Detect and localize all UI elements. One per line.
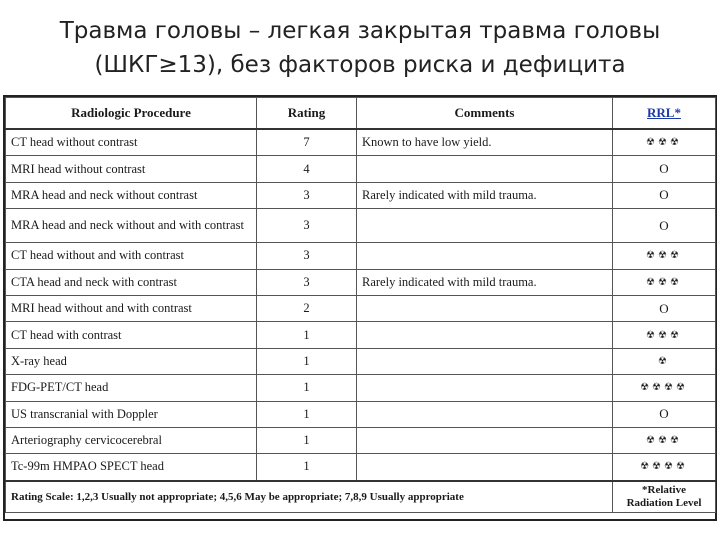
rating-scale <box>6 481 613 513</box>
relative-line-2: Radiation Level <box>626 496 702 509</box>
rating-cell: 1 <box>257 348 357 374</box>
relative-radiation-level <box>613 481 716 513</box>
rating-scale-text: 1,2,3 Usually not appropriate; 4,5,6 May be appropriate; 7,8,9 Usually appropriate <box>76 490 464 503</box>
procedure-cell: Arteriography cervicocerebral <box>6 427 257 453</box>
header-rrl <box>613 98 716 130</box>
rating-cell: 3 <box>257 182 357 208</box>
header-comments: Comments <box>357 98 613 130</box>
table-row <box>6 209 716 243</box>
rating-cell: 1 <box>257 401 357 427</box>
rrl-cell: ☢☢☢☢ <box>613 454 716 481</box>
title-line-1: Травма головы – легкая закрытая травма головы <box>59 18 661 44</box>
rating-cell: 7 <box>257 129 357 156</box>
table-header-row <box>6 98 716 130</box>
slide-title <box>0 14 720 82</box>
rating-cell: 3 <box>257 209 357 243</box>
procedure-cell: MRI head without contrast <box>6 156 257 182</box>
rrl-cell: O <box>613 182 716 208</box>
rrl-cell: O <box>613 401 716 427</box>
comment-cell <box>357 348 613 374</box>
table-row <box>6 454 716 481</box>
procedure-cell: MRI head without and with contrast <box>6 295 257 321</box>
rating-cell: 1 <box>257 454 357 481</box>
table-row <box>6 156 716 182</box>
comment-cell <box>357 427 613 453</box>
header-rating: Rating <box>257 98 357 130</box>
rating-cell: 1 <box>257 427 357 453</box>
procedure-cell: FDG-PET/CT head <box>6 375 257 401</box>
rrl-cell: ☢☢☢ <box>613 427 716 453</box>
rrl-cell: ☢☢☢ <box>613 129 716 156</box>
rating-cell: 4 <box>257 156 357 182</box>
rating-cell: 3 <box>257 243 357 269</box>
appropriateness-table <box>3 95 717 521</box>
rating-cell: 1 <box>257 322 357 348</box>
rating-cell: 3 <box>257 269 357 295</box>
comment-cell <box>357 375 613 401</box>
procedure-cell: MRA head and neck without and with contrast <box>6 209 257 243</box>
table-row <box>6 401 716 427</box>
rrl-cell: O <box>613 209 716 243</box>
table-row <box>6 322 716 348</box>
table-row <box>6 295 716 321</box>
table-row <box>6 182 716 208</box>
relative-line-1: *Relative <box>642 483 686 496</box>
table-row <box>6 269 716 295</box>
comment-cell <box>357 209 613 243</box>
rrl-cell: ☢☢☢ <box>613 269 716 295</box>
table-row <box>6 348 716 374</box>
procedure-cell: CTA head and neck with contrast <box>6 269 257 295</box>
rrl-cell: ☢ <box>613 348 716 374</box>
rating-cell: 1 <box>257 375 357 401</box>
rrl-cell: ☢☢☢ <box>613 322 716 348</box>
procedure-cell: US transcranial with Doppler <box>6 401 257 427</box>
procedure-cell: CT head without and with contrast <box>6 243 257 269</box>
title-line-2: (ШКГ≥13), без факторов риска и дефицита <box>94 52 626 78</box>
procedure-cell: CT head with contrast <box>6 322 257 348</box>
rating-cell: 2 <box>257 295 357 321</box>
rating-scale-label: Rating Scale: <box>11 490 74 503</box>
comment-cell <box>357 156 613 182</box>
procedure-cell: CT head without contrast <box>6 129 257 156</box>
procedure-cell: Tc-99m HMPAO SPECT head <box>6 454 257 481</box>
comment-cell <box>357 322 613 348</box>
rating-scale-row <box>6 481 716 513</box>
rrl-link[interactable]: RRL* <box>647 105 681 120</box>
rrl-cell: O <box>613 156 716 182</box>
comment-cell <box>357 295 613 321</box>
comment-cell <box>357 454 613 481</box>
procedure-cell: X-ray head <box>6 348 257 374</box>
comment-cell <box>357 401 613 427</box>
procedure-cell: MRA head and neck without contrast <box>6 182 257 208</box>
rrl-cell: ☢☢☢ <box>613 243 716 269</box>
table-row <box>6 129 716 156</box>
table-row <box>6 243 716 269</box>
comment-cell: Rarely indicated with mild trauma. <box>357 182 613 208</box>
rrl-cell: ☢☢☢☢ <box>613 375 716 401</box>
header-procedure: Radiologic Procedure <box>6 98 257 130</box>
table-row <box>6 427 716 453</box>
comment-cell <box>357 243 613 269</box>
table-row <box>6 375 716 401</box>
rrl-cell: O <box>613 295 716 321</box>
comment-cell: Rarely indicated with mild trauma. <box>357 269 613 295</box>
comment-cell: Known to have low yield. <box>357 129 613 156</box>
